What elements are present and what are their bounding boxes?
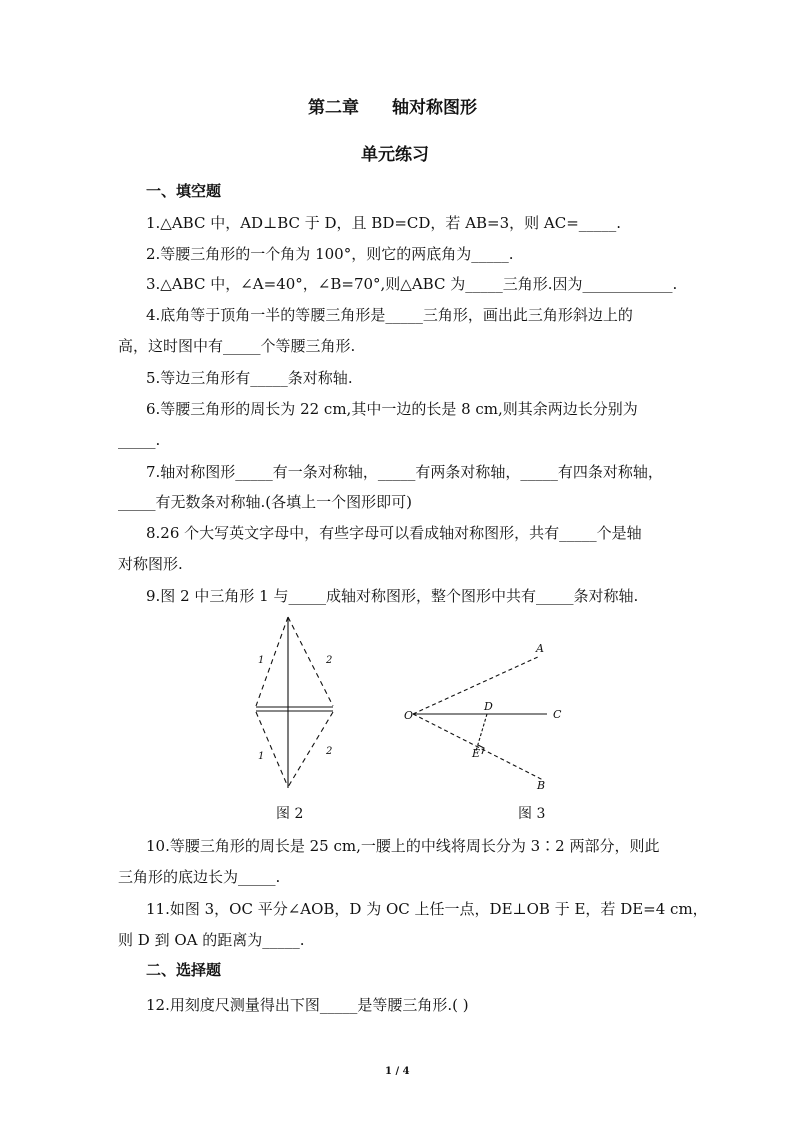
question-4-line-2: 高，这时图中有_____个等腰三角形.	[118, 337, 356, 355]
fig3-segment-DE	[476, 714, 487, 751]
question-12: 12.用刻度尺测量得出下图_____是等腰三角形.( )	[146, 996, 469, 1014]
fig3-label-O: O	[404, 709, 414, 722]
figure-2-caption: 图 2	[276, 806, 304, 822]
fig3-label-C: C	[553, 708, 562, 721]
question-2: 2.等腰三角形的一个角为 100°，则它的两底角为_____.	[146, 245, 514, 263]
fig2-label-1-top: 1	[258, 655, 265, 666]
question-7-line-2: _____有无数条对称轴.(各填上一个图形即可)	[118, 493, 412, 511]
question-7-line-1: 7.轴对称图形_____有一条对称轴，_____有两条对称轴，_____有四条对称轴，	[146, 463, 663, 481]
question-6-line-1: 6.等腰三角形的周长为 22 cm,其中一边的长是 8 cm,则其余两边长分别为	[146, 400, 638, 418]
question-6-line-2: _____.	[118, 431, 161, 449]
question-11-line-2: 则 D 到 OA 的距离为_____.	[118, 931, 305, 949]
question-10-line-2: 三角形的底边长为_____.	[118, 868, 281, 886]
question-8-line-2: 对称图形.	[118, 555, 183, 573]
chapter-title: 轴对称图形	[392, 98, 477, 118]
fig3-label-D: D	[484, 700, 493, 713]
fig3-label-B: B	[537, 779, 546, 792]
page-number: 1 / 4	[385, 1066, 410, 1077]
question-10-line-1: 10.等腰三角形的周长是 25 cm,一腰上的中线将周长分为 3∶2 两部分，则此	[146, 837, 660, 855]
figure-3-caption: 图 3	[518, 806, 546, 822]
page-subtitle: 单元练习	[361, 145, 429, 165]
question-11-line-1: 11.如图 3，OC 平分∠AOB，D 为 OC 上任一点，DE⊥OB 于 E，若 DE=4 cm，	[146, 900, 708, 918]
question-5: 5.等边三角形有_____条对称轴.	[146, 369, 353, 387]
question-8-line-1: 8.26 个大写英文字母中，有些字母可以看成轴对称图形，共有_____个是轴	[146, 524, 642, 542]
question-4-line-1: 4.底角等于顶角一半的等腰三角形是_____三角形，画出此三角形斜边上的	[146, 306, 633, 324]
question-1: 1.△ABC 中，AD⊥BC 于 D，且 BD=CD，若 AB=3，则 AC=_____.	[146, 214, 622, 232]
figure-3-diagram	[413, 656, 547, 780]
fig3-label-A: A	[536, 642, 544, 655]
question-3: 3.△ABC 中，∠A=40°，∠B=70°,则△ABC 为_____三角形.因为____________.	[146, 275, 678, 293]
chapter-label: 第二章	[308, 98, 359, 118]
fig2-label-1-bottom: 1	[258, 751, 265, 762]
fig3-label-E: E	[472, 747, 481, 760]
fig2-lower-left-dashed	[256, 712, 288, 787]
question-9: 9.图 2 中三角形 1 与_____成轴对称图形，整个图形中共有_____条对称轴.	[146, 587, 639, 605]
section-heading-fill-blank: 一、填空题	[146, 182, 222, 200]
figure-2-diagram	[256, 617, 333, 788]
fig2-label-2-top: 2	[326, 655, 333, 666]
section-heading-multiple-choice: 二、选择题	[146, 961, 222, 979]
fig2-label-2-bottom: 2	[326, 746, 333, 757]
fig3-ray-OA	[413, 656, 540, 714]
